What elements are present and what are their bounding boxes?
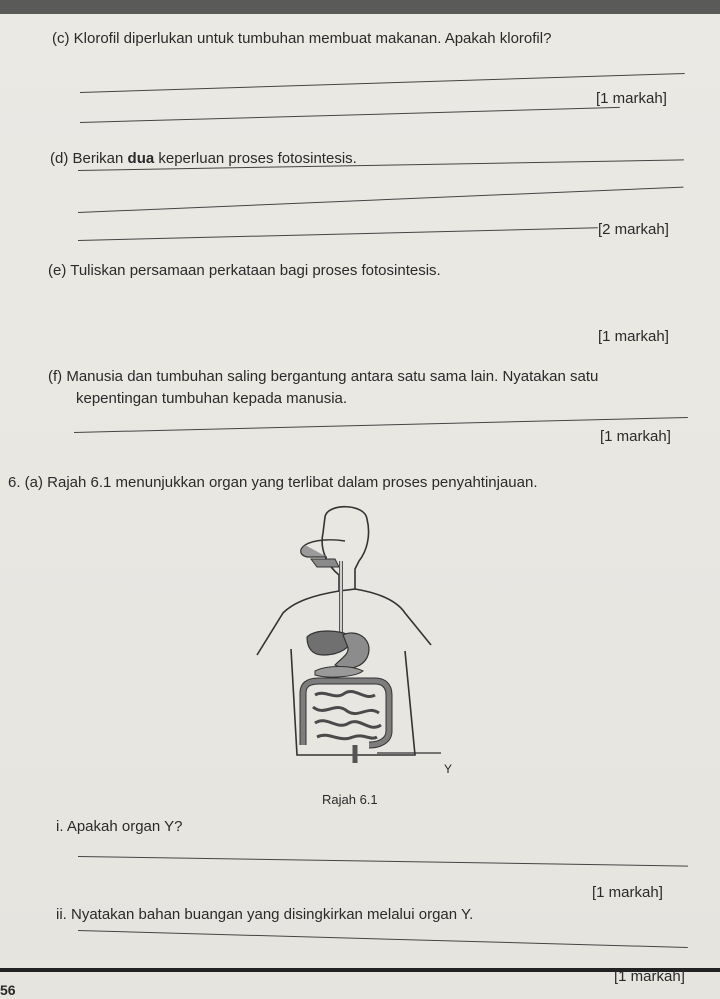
- question-6a-ii-text: ii. Nyatakan bahan buangan yang disingkirkan melalui organ Y.: [56, 906, 474, 923]
- question-c-text: (c) Klorofil diperlukan untuk tumbuhan membuat makanan. Apakah klorofil?: [52, 30, 552, 47]
- answer-line-c-1: [80, 73, 685, 93]
- question-f-line2: kepentingan tumbuhan kepada manusia.: [76, 390, 348, 407]
- question-f-line1: (f) Manusia dan tumbuhan saling bergantung antara satu sama lain. Nyatakan satu: [48, 368, 599, 385]
- page-bottom-edge: [0, 968, 720, 972]
- answer-line-d-3: [78, 227, 598, 241]
- page-top-edge: [0, 0, 720, 14]
- question-6a-intro: 6. (a) Rajah 6.1 menunjukkan organ yang terlibat dalam proses penyahtinjauan.: [8, 474, 538, 491]
- marks-6a-i: [1 markah]: [592, 884, 663, 901]
- answer-line-c-2: [80, 107, 620, 123]
- question-e-text: (e) Tuliskan persamaan perkataan bagi proses fotosintesis.: [48, 262, 441, 279]
- marks-f: [1 markah]: [600, 428, 671, 445]
- answer-line-6a-ii: [78, 930, 688, 948]
- answer-line-d-2: [78, 187, 684, 213]
- question-6a-i-text: i. Apakah organ Y?: [56, 818, 183, 835]
- page-number: 56: [0, 982, 16, 998]
- answer-line-f: [74, 417, 688, 433]
- marks-e: [1 markah]: [598, 328, 669, 345]
- diagram-label-y: Y: [444, 762, 453, 776]
- digestive-excretory-diagram: [255, 505, 465, 775]
- question-d-part1: (d) Berikan: [50, 150, 128, 167]
- marks-c: [1 markah]: [596, 90, 667, 107]
- question-d-part2: keperluan proses fotosintesis.: [154, 150, 357, 167]
- marks-6a-ii: [1 markah]: [614, 968, 685, 985]
- question-d-bold: dua: [127, 150, 155, 167]
- marks-d: [2 markah]: [598, 221, 669, 238]
- answer-line-6a-i: [78, 856, 688, 867]
- figure-caption: Rajah 6.1: [322, 792, 378, 807]
